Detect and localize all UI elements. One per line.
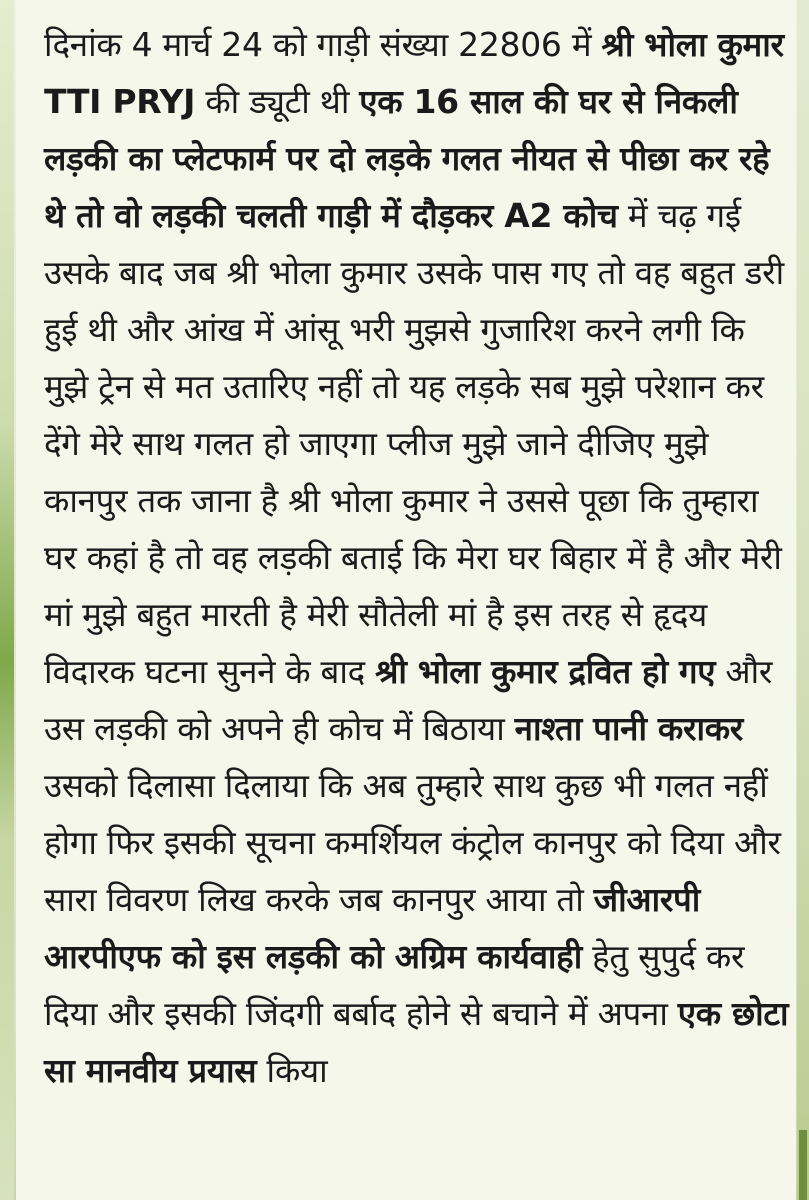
story-segment: किया [256,1051,328,1090]
background-grass-left [0,0,14,1200]
story-segment: की ड्यूटी थी [195,82,360,121]
story-segment: हेतु सुपुर्द कर दिया और इसकी जिंदगी बर्बाद होने से बचाने में अपना [44,937,745,1033]
story-segment: दिनांक 4 मार्च 24 को गाड़ी संख्या 22806 में [44,25,602,64]
text-card [16,0,796,1200]
story-segment-bold: श्री भोला कुमार TTI PRYJ [44,25,784,121]
story-segment-bold: नाश्ता पानी कराकर [514,709,743,748]
story-segment-bold: एक छोटा सा मानवीय प्रयास [44,994,789,1090]
story-segment: उसको दिलासा दिलाया कि अब तुम्हारे साथ कुछ भी गलत नहीं होगा फिर इसकी सूचना कमर्शियल कंट्रोल कानपुर को दिया और सारा विवरण लिख करके जब कानपुर आया तो [44,766,781,919]
story-paragraph [44,16,796,1099]
story-segment-bold: श्री भोला कुमार द्रवित हो गए [375,652,716,691]
story-segment: और उस लड़की को अपने ही कोच में बिठाया [44,652,773,748]
story-segment-bold: एक 16 साल की घर से निकली लड़की का प्लेटफार्म पर दो लड़के गलत नीयत से पीछा कर रहे थे तो वो लड़की चलती गाड़ी में दौड़कर A2 कोच [44,82,770,235]
story-segment: में चढ़ गई उसके बाद जब श्री भोला कुमार उसके पास गए तो वह बहुत डरी हुई थी और आंख में आंसू भरी मुझसे गुजारिश करने लगी कि मुझे ट्रेन से मत उतारिए नहीं तो यह लड़के सब मुझे परेशान कर देंगे मेरे साथ गलत हो जाएगा प्लीज मुझे जाने दीजिए मुझे कानपुर तक जाना है श्री भोला कुमार ने उससे पूछा कि तुम्हारा घर कहां है तो वह लड़की बताई कि मेरा घर बिहार में है और मेरी मां मुझे बहुत मारती है मेरी सौतेली मां है इस तरह से हृदय विदारक घटना सुनने के बाद [44,196,784,691]
background-grass-patch [799,1130,807,1200]
story-segment-bold: जीआरपी आरपीएफ को इस लड़की को अग्रिम कार्यवाही [44,880,701,976]
background-grass-right [797,0,809,1200]
